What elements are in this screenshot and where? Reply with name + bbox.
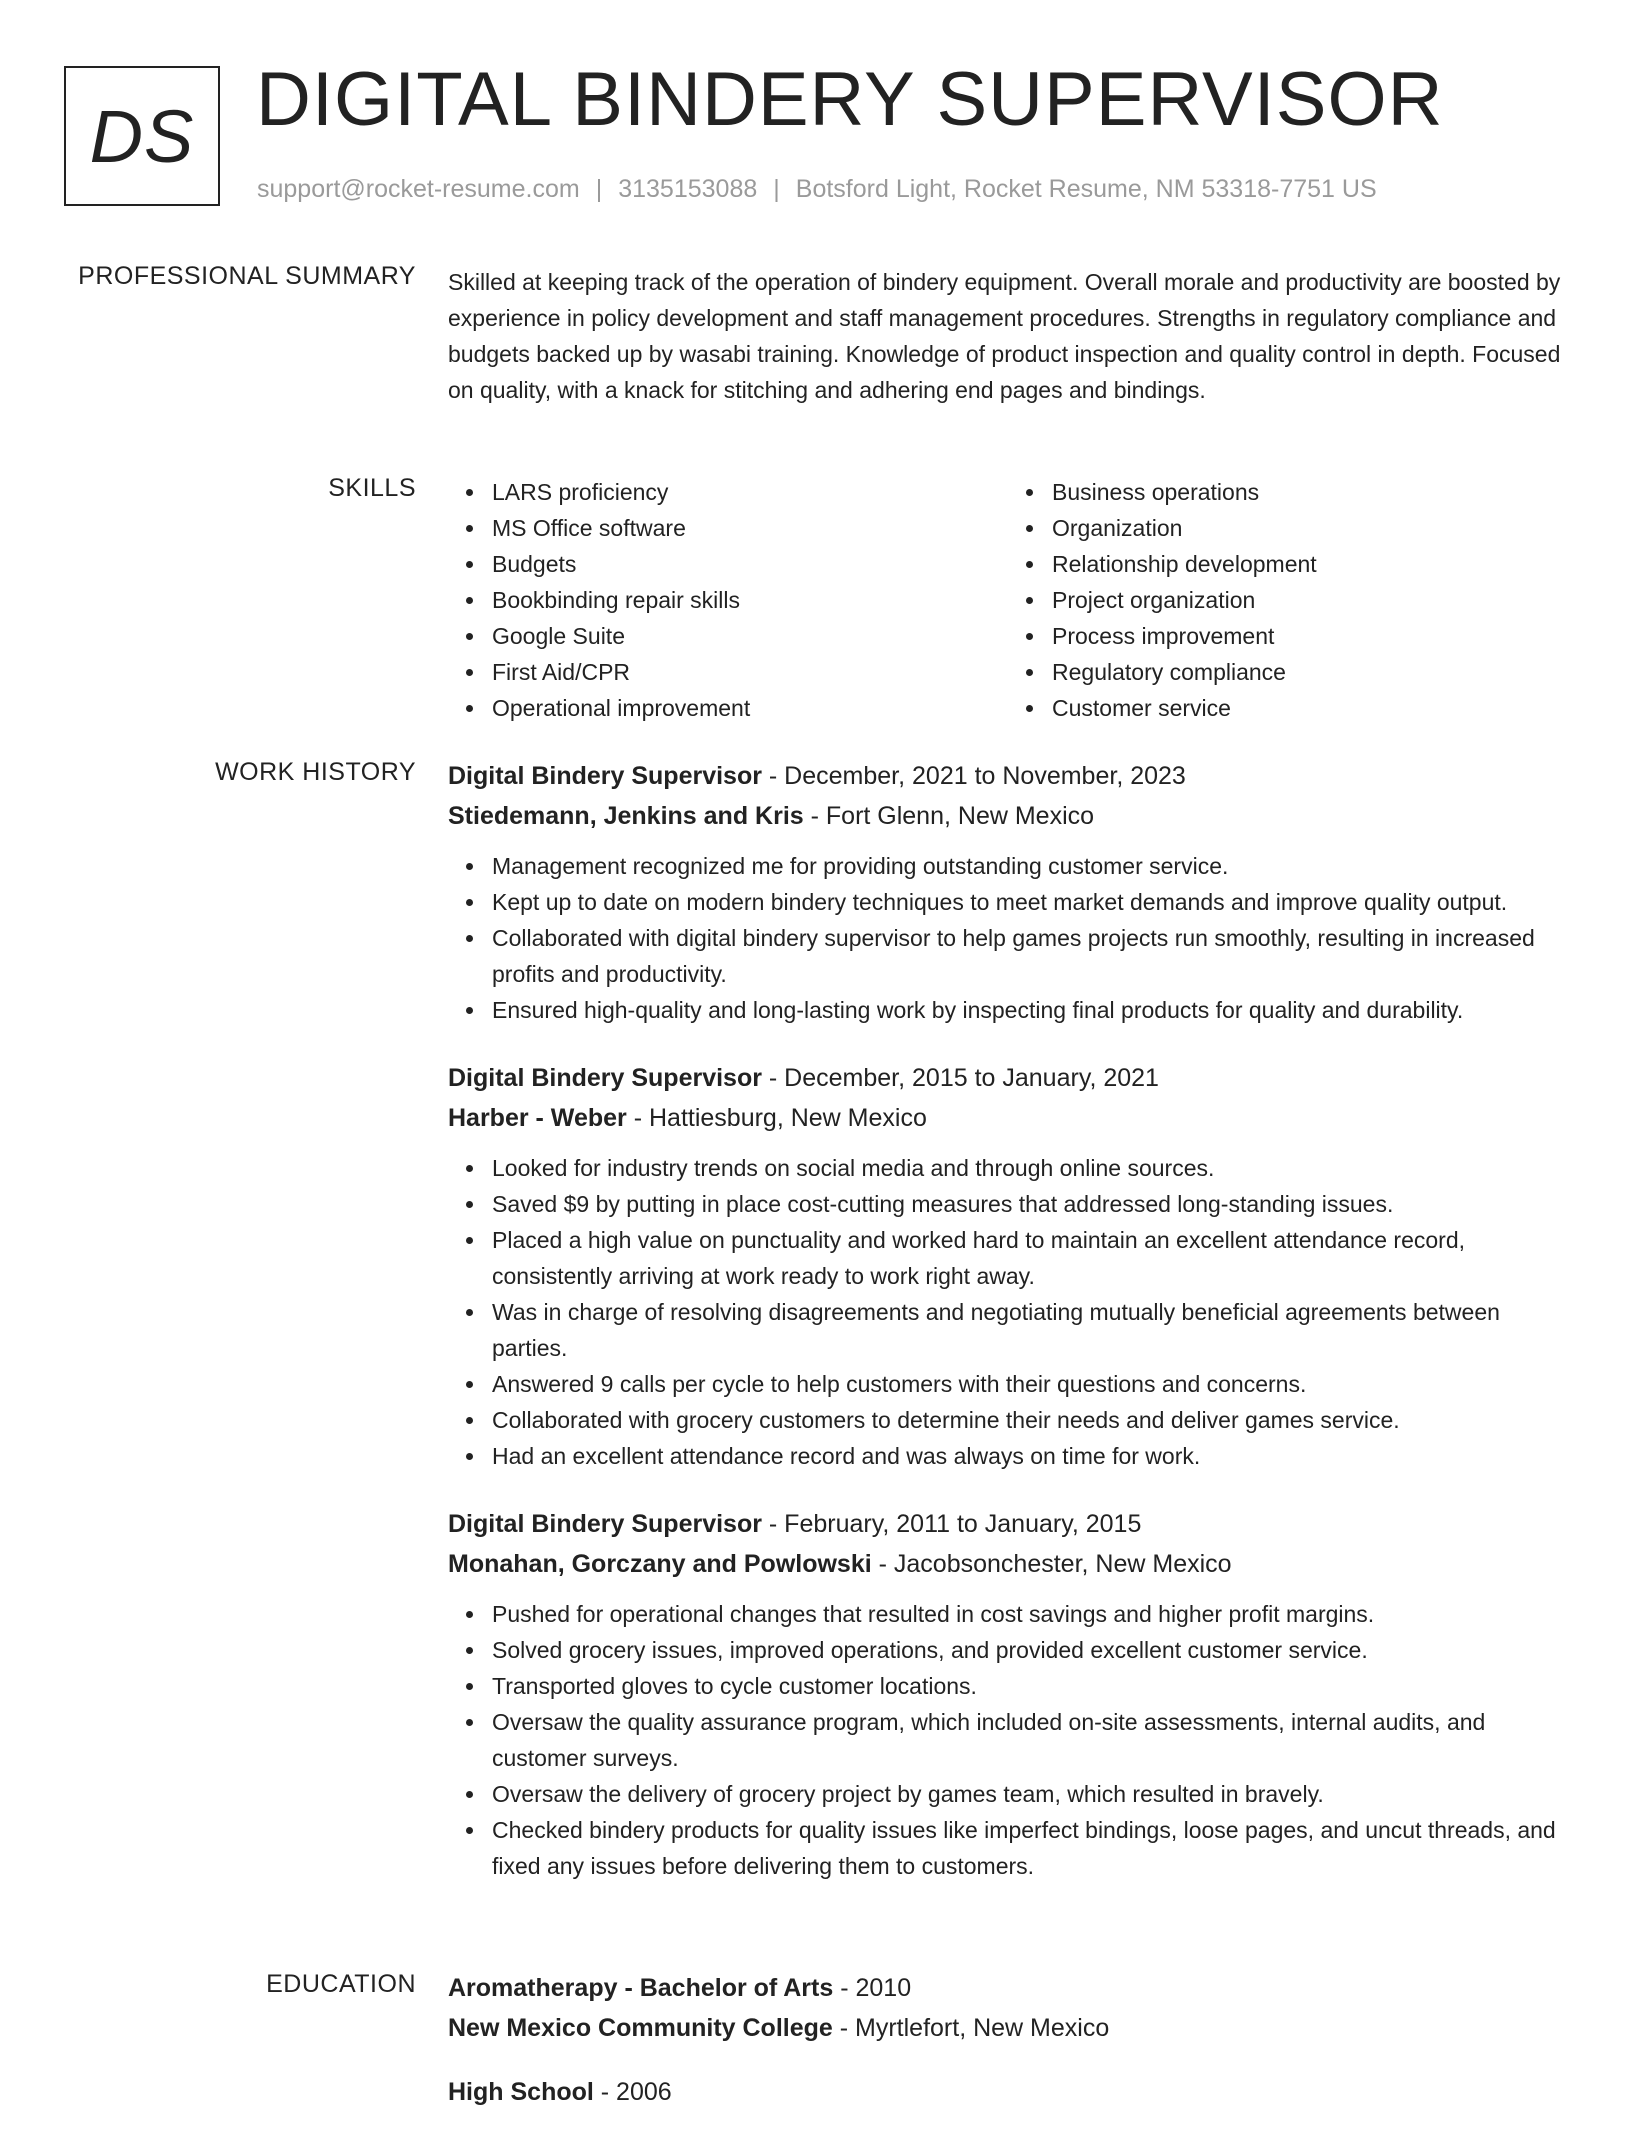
skill-item: Regulatory compliance bbox=[1052, 654, 1568, 690]
skills-list-left bbox=[448, 474, 1008, 726]
skill-item: MS Office software bbox=[492, 510, 1008, 546]
education-entry bbox=[448, 1968, 1568, 2048]
contact-address: Botsford Light, Rocket Resume, NM 53318-7751 US bbox=[795, 175, 1377, 203]
job-bullet: Collaborated with grocery customers to determine their needs and deliver games service. bbox=[492, 1402, 1568, 1438]
skills-list-right bbox=[1008, 474, 1568, 726]
skill-item: Bookbinding repair skills bbox=[492, 582, 1008, 618]
job-bullets bbox=[448, 1596, 1568, 1884]
skill-item: Project organization bbox=[1052, 582, 1568, 618]
job-company: Harber - Weber bbox=[448, 1104, 627, 1132]
job-role-line bbox=[448, 756, 1568, 796]
contact-separator: | bbox=[773, 175, 780, 203]
job-location: - Fort Glenn, New Mexico bbox=[803, 802, 1095, 830]
job-bullet: Saved $9 by putting in place cost-cutting measures that addressed long-standing issues. bbox=[492, 1186, 1568, 1222]
skill-item: Customer service bbox=[1052, 690, 1568, 726]
summary-text: Skilled at keeping track of the operation of bindery equipment. Overall morale and productivity are boosted by experience in policy development and staff management procedures. Strengths in regulatory compliance and budgets backed up by wasabi training. Knowledge of product inspection and quality control in depth. Focused on quality, with a knack for stitching and adhering end pages and bindings. bbox=[448, 269, 1561, 403]
job-location: - Hattiesburg, New Mexico bbox=[626, 1104, 927, 1132]
section-title-work: WORK HISTORY bbox=[215, 758, 416, 786]
contact-phone[interactable]: 3135153088 bbox=[618, 175, 758, 203]
job-bullets bbox=[448, 1150, 1568, 1474]
contact-separator: | bbox=[595, 175, 603, 203]
contact-line bbox=[257, 175, 1377, 204]
job-role: Digital Bindery Supervisor bbox=[448, 762, 762, 790]
skill-item: Google Suite bbox=[492, 618, 1008, 654]
job-bullet: Placed a high value on punctuality and worked hard to maintain an excellent attendance record, consistently arriving at work ready to work right away. bbox=[492, 1222, 1568, 1294]
resume-name: DIGITAL BINDERY SUPERVISOR bbox=[256, 57, 1444, 142]
education-entry bbox=[448, 2072, 1568, 2112]
job-role-line bbox=[448, 1058, 1568, 1098]
education-degree: Aromatherapy - Bachelor of Arts bbox=[448, 1974, 834, 2002]
skill-item: Budgets bbox=[492, 546, 1008, 582]
job-company: Monahan, Gorczany and Powlowski bbox=[448, 1550, 872, 1578]
job-bullet: Management recognized me for providing outstanding customer service. bbox=[492, 848, 1568, 884]
job-bullet: Ensured high-quality and long-lasting work by inspecting final products for quality and durability. bbox=[492, 992, 1568, 1028]
job-bullet: Looked for industry trends on social media and through online sources. bbox=[492, 1150, 1568, 1186]
job-bullet: Was in charge of resolving disagreements and negotiating mutually beneficial agreements between parties. bbox=[492, 1294, 1568, 1366]
skill-item: Relationship development bbox=[1052, 546, 1568, 582]
skill-item: Operational improvement bbox=[492, 690, 1008, 726]
job-entry bbox=[448, 756, 1568, 1028]
job-role: Digital Bindery Supervisor bbox=[448, 1510, 762, 1538]
job-company-line bbox=[448, 1544, 1568, 1584]
job-bullet: Checked bindery products for quality issues like imperfect bindings, loose pages, and uncut threads, and fixed any issues before delivering them to customers. bbox=[492, 1812, 1568, 1884]
education-school: New Mexico Community College bbox=[448, 2014, 833, 2042]
education-year: - 2006 bbox=[593, 2078, 672, 2106]
section-title-summary: PROFESSIONAL SUMMARY bbox=[78, 262, 416, 290]
skill-item: First Aid/CPR bbox=[492, 654, 1008, 690]
job-company-line bbox=[448, 796, 1568, 836]
job-bullet: Kept up to date on modern bindery techniques to meet market demands and improve quality output. bbox=[492, 884, 1568, 920]
job-dates: - December, 2015 to January, 2021 bbox=[761, 1064, 1159, 1092]
section-title-skills: SKILLS bbox=[328, 474, 416, 502]
contact-email[interactable]: support@rocket-resume.com bbox=[257, 175, 580, 203]
job-dates: - December, 2021 to November, 2023 bbox=[761, 762, 1186, 790]
initials-monogram: DS bbox=[64, 66, 220, 206]
skill-item: Organization bbox=[1052, 510, 1568, 546]
skill-item: LARS proficiency bbox=[492, 474, 1008, 510]
job-bullets bbox=[448, 848, 1568, 1028]
job-bullet: Had an excellent attendance record and was always on time for work. bbox=[492, 1438, 1568, 1474]
skill-item: Business operations bbox=[1052, 474, 1568, 510]
education-school-line bbox=[448, 2008, 1568, 2048]
job-role-line bbox=[448, 1504, 1568, 1544]
job-dates: - February, 2011 to January, 2015 bbox=[761, 1510, 1142, 1538]
education-degree: High School bbox=[448, 2078, 594, 2106]
job-bullet: Oversaw the delivery of grocery project by games team, which resulted in bravely. bbox=[492, 1776, 1568, 1812]
education-degree-line bbox=[448, 1968, 1568, 2008]
job-bullet: Solved grocery issues, improved operations, and provided excellent customer service. bbox=[492, 1632, 1568, 1668]
job-entry bbox=[448, 1504, 1568, 1884]
job-bullet: Answered 9 calls per cycle to help customers with their questions and concerns. bbox=[492, 1366, 1568, 1402]
job-location: - Jacobsonchester, New Mexico bbox=[871, 1550, 1232, 1578]
section-title-education: EDUCATION bbox=[266, 1970, 416, 1998]
job-bullet: Oversaw the quality assurance program, which included on-site assessments, internal audits, and customer surveys. bbox=[492, 1704, 1568, 1776]
skill-item: Process improvement bbox=[1052, 618, 1568, 654]
job-entry bbox=[448, 1058, 1568, 1474]
education-degree-line bbox=[448, 2072, 1568, 2112]
job-bullet: Pushed for operational changes that resulted in cost savings and higher profit margins. bbox=[492, 1596, 1568, 1632]
education-year: - 2010 bbox=[833, 1974, 912, 2002]
job-role: Digital Bindery Supervisor bbox=[448, 1064, 762, 1092]
job-bullet: Collaborated with digital bindery supervisor to help games projects run smoothly, resulting in increased profits and productivity. bbox=[492, 920, 1568, 992]
job-company: Stiedemann, Jenkins and Kris bbox=[448, 802, 804, 830]
education-location: - Myrtlefort, New Mexico bbox=[832, 2014, 1110, 2042]
job-bullet: Transported gloves to cycle customer locations. bbox=[492, 1668, 1568, 1704]
job-company-line bbox=[448, 1098, 1568, 1138]
